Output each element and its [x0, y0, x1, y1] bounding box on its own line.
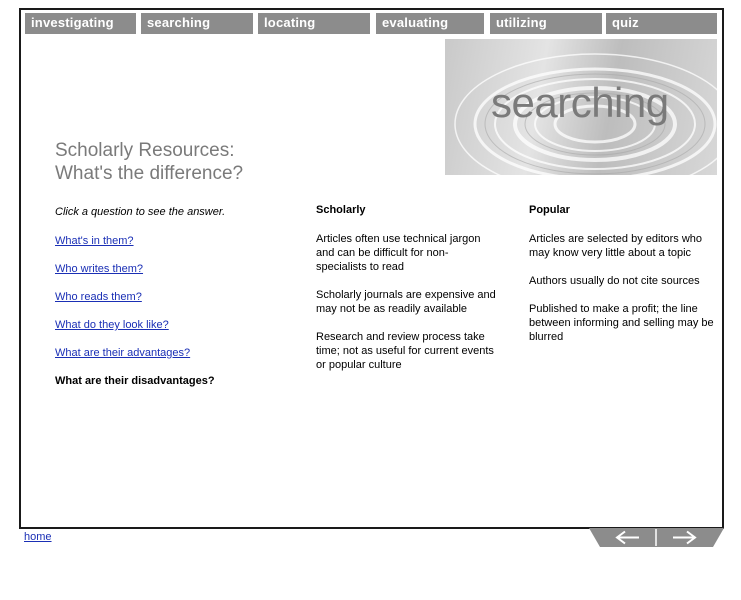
- question-link-appearance[interactable]: What do they look like?: [55, 319, 169, 331]
- question-link-readers[interactable]: Who reads them?: [55, 291, 142, 303]
- instruction-text: Click a question to see the answer.: [55, 206, 226, 218]
- tab-evaluating[interactable]: evaluating: [376, 13, 484, 34]
- scholarly-point: Articles often use technical jargon and can be difficult for non-specialists to read: [316, 233, 481, 273]
- page-title-line2: What's the difference?: [55, 163, 244, 184]
- page-navigation: [589, 528, 724, 547]
- popular-heading: Popular: [529, 204, 570, 216]
- arrow-left-icon[interactable]: [601, 528, 655, 547]
- scholarly-point: Research and review process take time; not as useful for current events or popular culture: [316, 331, 494, 371]
- scholarly-point: Scholarly journals are expensive and may not be as readily available: [316, 289, 496, 315]
- tab-utilizing[interactable]: utilizing: [490, 13, 602, 34]
- section-banner: [445, 39, 717, 175]
- tab-searching[interactable]: searching: [141, 13, 253, 34]
- home-link[interactable]: home: [24, 531, 52, 543]
- tab-investigating[interactable]: investigating: [25, 13, 136, 34]
- question-disadvantages-selected: What are their disadvantages?: [55, 375, 215, 387]
- page-title: [55, 139, 243, 185]
- question-link-contents[interactable]: What's in them?: [55, 235, 134, 247]
- tab-quiz[interactable]: quiz: [606, 13, 717, 34]
- arrow-right-icon[interactable]: [657, 528, 711, 547]
- page-title-line1: Scholarly Resources:: [55, 140, 235, 161]
- popular-point: Authors usually do not cite sources: [529, 275, 700, 287]
- question-link-authors[interactable]: Who writes them?: [55, 263, 144, 275]
- scholarly-heading: Scholarly: [316, 204, 366, 216]
- tab-locating[interactable]: locating: [258, 13, 370, 34]
- question-link-advantages[interactable]: What are their advantages?: [55, 347, 191, 359]
- banner-title: searching: [491, 79, 669, 126]
- popular-point: Articles are selected by editors who may know very little about a topic: [529, 233, 703, 259]
- popular-point: Published to make a profit; the line between informing and selling may be blurred: [529, 303, 714, 343]
- main-nav: [25, 13, 717, 34]
